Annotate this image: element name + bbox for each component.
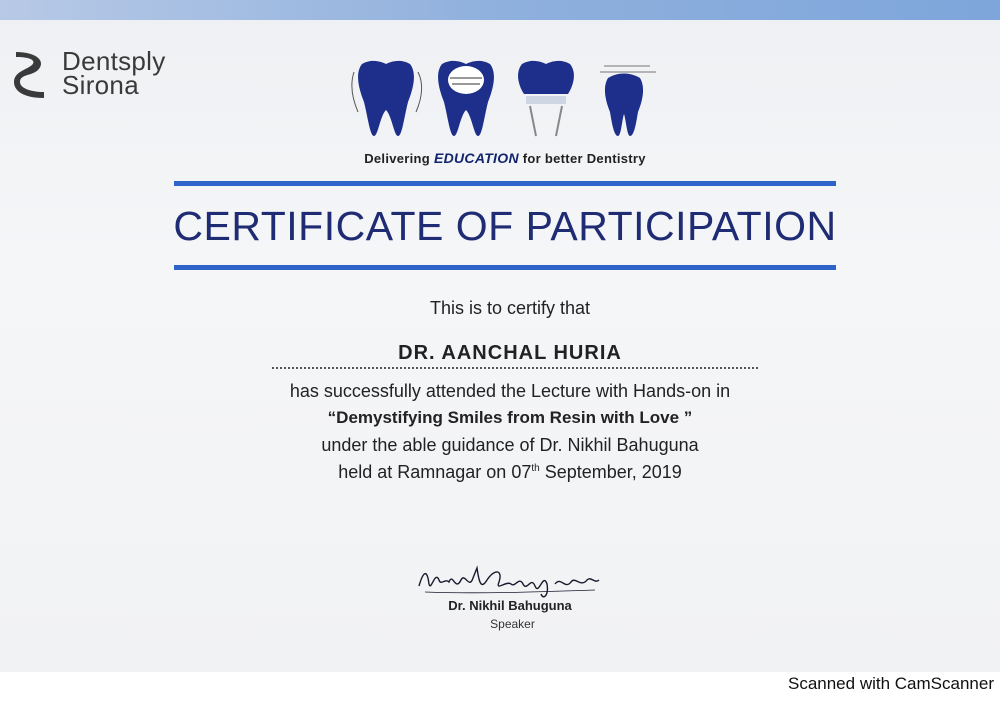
tooth-2 bbox=[438, 61, 494, 136]
date-text: September, 2019 bbox=[539, 462, 682, 482]
teeth-illustration-icon bbox=[350, 58, 660, 142]
venue-date-text bbox=[0, 462, 1000, 483]
dentsply-logo-icon bbox=[12, 48, 48, 98]
education-tagline bbox=[0, 150, 1000, 166]
tooth-3 bbox=[518, 61, 574, 136]
dentsply-sirona-logo bbox=[12, 48, 166, 98]
tagline-emphasis: EDUCATION bbox=[433, 150, 519, 166]
tagline-after: for better Dentistry bbox=[518, 151, 646, 166]
attended-text: has successfully attended the Lecture with Hands-on in bbox=[289, 381, 731, 401]
logo-line2: Sirona bbox=[62, 70, 139, 100]
scanner-watermark: Scanned with CamScanner bbox=[787, 674, 994, 693]
signatory-name: Dr. Nikhil Bahuguna bbox=[448, 598, 572, 613]
title-top-rule bbox=[174, 181, 836, 186]
date-suffix: th bbox=[531, 463, 540, 474]
tooth-4 bbox=[600, 66, 656, 136]
logo-wordmark bbox=[62, 46, 166, 100]
title-bottom-rule bbox=[174, 265, 836, 270]
venue-text: held at Ramnagar on 07 bbox=[338, 462, 532, 482]
certificate-title: CERTIFICATE OF PARTICIPATION bbox=[173, 203, 837, 249]
signature-icon bbox=[415, 562, 605, 600]
recipient-name: DR. AANCHAL HURIA bbox=[398, 342, 622, 364]
lecture-topic: “Demystifying Smiles from Resin with Love ” bbox=[327, 408, 693, 427]
tagline-before: Delivering bbox=[364, 151, 434, 166]
certify-intro: This is to certify that bbox=[429, 298, 591, 318]
logo-line1: Dentsply bbox=[62, 46, 166, 76]
guidance-text: under the able guidance of Dr. Nikhil Bahuguna bbox=[321, 435, 699, 455]
name-dotted-line bbox=[272, 367, 758, 369]
tooth-1 bbox=[352, 61, 422, 136]
top-color-band bbox=[0, 0, 1000, 20]
signatory-role: Speaker bbox=[490, 617, 535, 631]
